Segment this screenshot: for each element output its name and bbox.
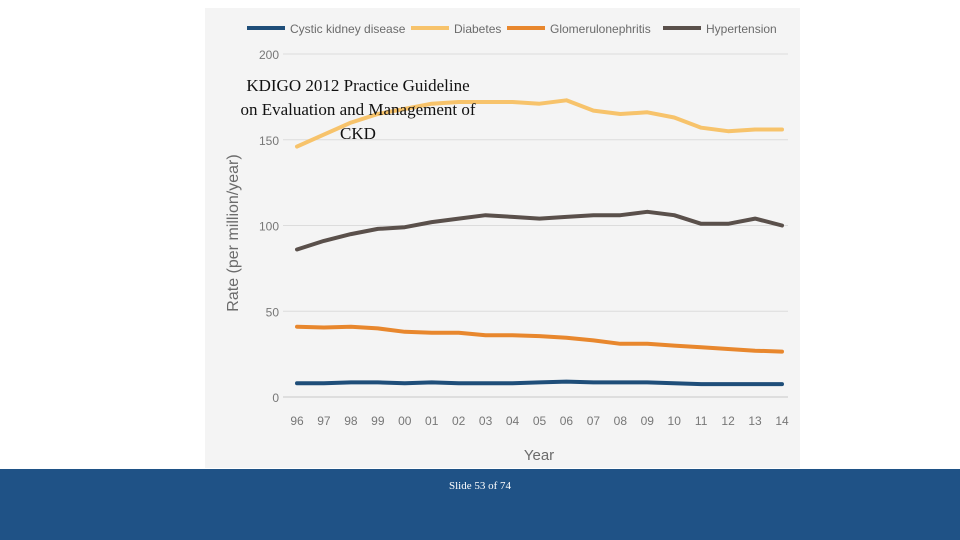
x-tick-label: 97: [317, 414, 331, 428]
y-tick-label: 0: [272, 391, 279, 405]
y-axis-label: Rate (per million/year): [225, 154, 242, 312]
legend-label: Glomerulonephritis: [550, 22, 651, 36]
x-tick-label: 06: [559, 414, 574, 428]
x-tick-label: 04: [505, 414, 520, 428]
x-tick-label: 12: [721, 414, 735, 428]
x-tick-label: 08: [613, 414, 628, 428]
x-tick-label: 98: [344, 414, 358, 428]
x-tick-label: 03: [478, 414, 493, 428]
x-tick-label: 10: [667, 414, 681, 428]
y-tick-label: 50: [265, 305, 279, 320]
slide-counter: Slide 53 of 74: [448, 480, 512, 492]
x-tick-label: 02: [451, 414, 466, 428]
legend-label: Hypertension: [706, 22, 777, 36]
y-tick-label: 150: [258, 133, 279, 148]
x-tick-label: 99: [371, 414, 385, 428]
x-tick-label: 05: [532, 414, 547, 428]
x-tick-label: 96: [290, 414, 304, 428]
x-tick-label: 09: [640, 414, 654, 428]
x-tick-label: 11: [694, 414, 708, 428]
legend-label: Diabetes: [454, 22, 502, 36]
legend-label: Cystic kidney disease: [290, 22, 406, 36]
slide-title: KDIGO 2012 Practice Guideline on Evaluation and Management of CKD: [240, 76, 476, 143]
x-tick-label: 07: [586, 414, 601, 428]
x-axis-label: Year: [523, 447, 555, 464]
y-tick-label: 100: [258, 219, 279, 234]
x-tick-label: 14: [775, 414, 789, 428]
x-tick-label: 13: [748, 414, 762, 428]
y-tick-label: 200: [258, 48, 279, 62]
x-tick-label: 01: [425, 414, 439, 428]
x-tick-label: 00: [398, 414, 412, 428]
